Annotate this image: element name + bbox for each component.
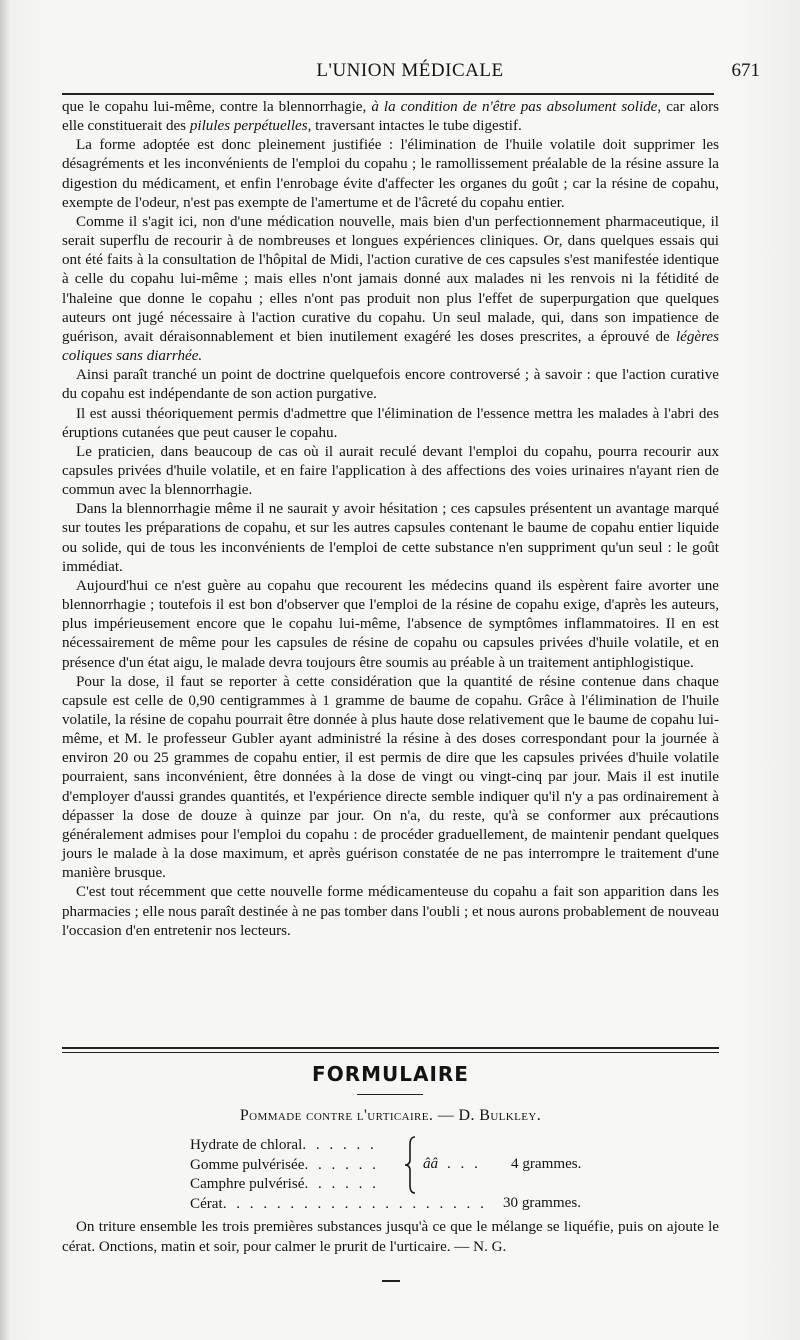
paragraph: Pour la dose, il faut se reporter à cette considération que la quantité de résine contenue dans chaque capsule est celle de 0,90 centigrammes à 1 gramme de baume de copahu. Grâce à l'élimination de l'huile volatile, la résine de copahu pourrait être donnée à plus haute dose relativement que le baume de copahu lui-même, et M. le professeur Gubler ayant administré la résine à des doses correspondant pour la journée à environ 20 ou 25 grammes de copahu entier, il est permis de dire que les capsules privées d'huile volatile pourraient, sans inconvénient, être données à la dose de vingt ou vingt-cinq par jour. Mais il est inutile d'employer d'aussi grandes quantités, et l'expérience directe semble indiquer qu'il n'y a pas ordinairement à dépasser la dose de douze à quinze par jour. On n'a, du reste, qu'à se conformer aux précautions généralement admises pour l'emploi du copahu : de procéder graduellement, de maintenir pendant quelques jours le malade à la dose maximum, et après guérison constatée de ne pas interrompre le traitement d'une manière brusque. <box>62 673 719 882</box>
page-binding-shadow <box>0 0 10 1340</box>
end-rule <box>382 1280 400 1282</box>
ingredient-name <box>190 1175 379 1195</box>
paragraph: C'est tout récemment que cette nouvelle forme médicamenteuse du copahu a fait son apparition dans les pharmacies ; elle nous paraît destinée à ne pas tomber dans l'oubli ; et nous aurons probablement de nouveau l'occasion d'en entretenir nos lecteurs. <box>62 884 719 939</box>
ingredient-name <box>190 1156 379 1176</box>
dose-prefix: ââ <box>423 1156 439 1172</box>
italic-run: légères coliques sans diarrhée. <box>62 328 719 365</box>
page-number: 671 <box>731 60 760 81</box>
text-run: que le copahu lui-même, contre la blennorrhagie, <box>62 99 372 115</box>
ingredient-label: Gomme pulvérisée <box>190 1156 305 1173</box>
section-double-rule-top <box>62 1047 719 1049</box>
paragraph: Aujourd'hui ce n'est guère au copahu que recourent les médecins quand ils espèrent faire avorter une blennorrhagie ; toutefois il est bon d'observer que l'emploi de la résine de copahu exige, d'après les auteurs, plus impérieusement encore que le copahu lui-même, l'absence de symptômes inflammatoires. Il en est nécessairement de même pour les capsules de résine de copahu ou capsules privées d'huile volatile, et en présence d'un état aigu, le malade devra toujours être soumis au préable à un traitement antiphlogistique. <box>62 577 719 671</box>
leader-dots: . . . <box>447 1156 481 1172</box>
heading-underline <box>357 1094 423 1095</box>
article-body <box>62 98 719 941</box>
italic-run: pilules perpétuelles, <box>189 118 312 135</box>
ingredient-label: Cérat <box>190 1195 223 1212</box>
header-rule <box>62 93 714 95</box>
section-double-rule-bottom <box>62 1052 719 1053</box>
leader-dots: . . . . . . . . . . . . . . . . . . . . <box>222 1195 487 1212</box>
paragraph: On triture ensemble les trois premières substances jusqu'à ce que le mélange se liquéfie, puis on ajoute le cérat. Onctions, matin et soir, pour calmer le prurit de l'urticaire. — N. G. <box>62 1219 719 1255</box>
leader-dots: . . . . . . <box>302 1137 377 1153</box>
recipe-title: Pommade contre l'urticaire. — D. Bulkley. <box>239 1107 542 1124</box>
brace-glyph <box>403 1136 417 1194</box>
paragraph: Ainsi paraît tranché un point de doctrine quelquefois encore controversé ; à savoir : que l'action curative du copahu est indépendante de son action purgative. <box>62 367 719 403</box>
paragraph: Il est aussi théoriquement permis d'admettre que l'élimination de l'essence mettra les malades à l'abri des éruptions cutanées que peut causer le copahu. <box>62 405 719 441</box>
cerat-dose: 30 grammes. <box>503 1195 581 1211</box>
text-run: Comme il s'agit ici, non d'une médication nouvelle, mais bien d'un perfectionnement pharmaceutique, il serait superflu de recourir à de nombreuses et longues expériences cliniques. Or, dans quelques essais qui ont été faits à la consultation de l'hôpital de Midi, l'action curative de ces capsules s'est manifestée identique à celle du copahu lui-même ; mais elles n'ont jamais donné aux malades ni les renvois ni la fétidité de l'haleine que donne le copahu ; elles n'ont pas produit non plus l'effet de superpurgation que quelques auteurs ont jugé nécessaire à l'action curative du copahu. Un seul malade, qui, dans son impatience de guérison, avait déraisonnablement et bien inutilement exagéré les doses prescrites, a éprouvé de <box>62 213 719 345</box>
ingredient-label: Hydrate de chloral <box>190 1137 303 1153</box>
paragraph <box>62 213 719 366</box>
ingredient-line <box>190 1175 610 1195</box>
journal-title: L'UNION MÉDICALE <box>316 60 504 81</box>
ingredient-name <box>190 1136 377 1156</box>
ingredient-label: Camphre pulvérisé <box>190 1176 305 1192</box>
italic-run: à la condition de n'être pas absolument solide, <box>371 99 662 115</box>
ingredient-name <box>190 1195 487 1215</box>
paragraph: Dans la blennorrhagie même il ne saurait y avoir hésitation ; ces capsules présentent un avantage marqué sur toutes les préparations de copahu, et sur les autres capsules contenant le baume de copahu entier liquide ou solide, qui de tous les inconvénients de l'emploi de cette substance n'en suppriment qu'un seul : le goût immédiat. <box>62 501 719 575</box>
paragraph <box>62 98 719 136</box>
section-heading: FORMULAIRE <box>312 1062 469 1086</box>
text-run: car alors elle constituerait des <box>62 99 720 135</box>
ingredient-line <box>190 1136 610 1156</box>
brace-icon <box>403 1136 417 1194</box>
paragraph: La forme adoptée est donc pleinement justifiée : l'élimination de l'huile volatile doit supprimer les désagréments et les inconvénients de l'emploi du copahu ; le ramollissement préalable de la résine assure la digestion du médicament, et enfin l'enrobage évite d'affecter les organes du goût ; car la résine de copahu, exempte de l'odeur, n'est pas exempte de l'amertume et de l'âcreté du copahu entier. <box>62 137 719 211</box>
leader-dots: . . . . . . <box>304 1176 379 1192</box>
shared-dose: 4 grammes. <box>511 1156 582 1172</box>
text-run: traversant intactes le tube digestif. <box>311 118 522 135</box>
running-head <box>60 60 760 86</box>
leader-dots: . . . . . . <box>304 1156 379 1173</box>
recipe-instructions <box>62 1218 719 1257</box>
paragraph: Le praticien, dans beaucoup de cas où il aurait reculé devant l'emploi du copahu, pourra recourir aux capsules privées d'huile volatile, et en faire l'application à des affections des voies urinaires n'ayant rien de commun avec la blennorrhagie. <box>62 443 719 499</box>
